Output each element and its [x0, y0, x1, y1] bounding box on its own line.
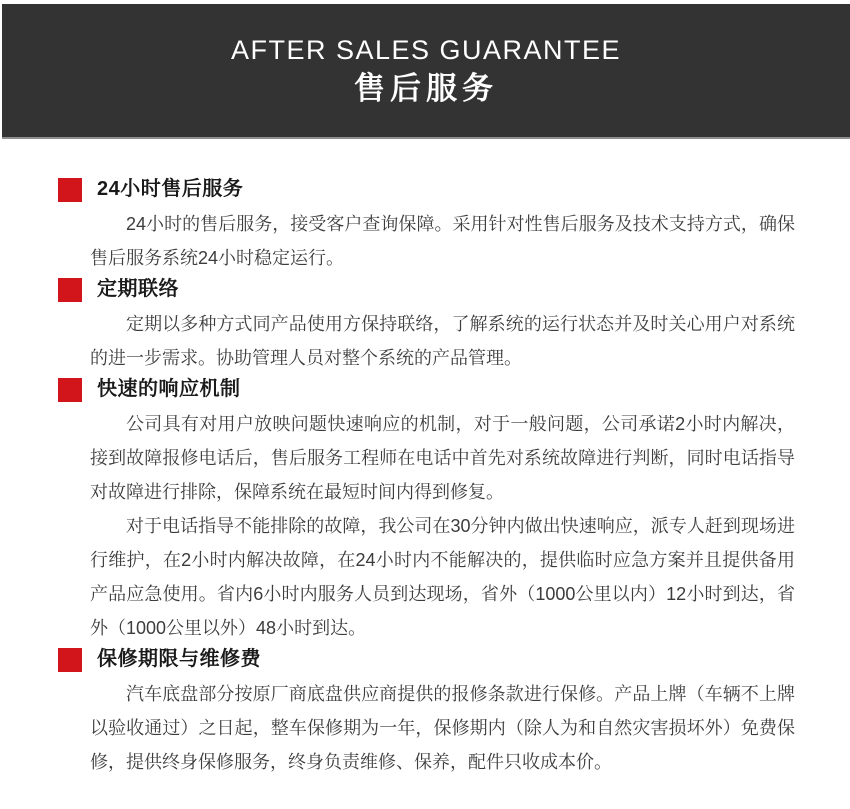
sections-container [0, 139, 850, 805]
section-paragraph: 定期以多种方式同产品使用方保持联络，了解系统的运行状态并及时关心用户对系统的进一步需求。协助管理人员对整个系统的产品管理。 [90, 314, 795, 368]
section-title: 24小时售后服务 [97, 178, 244, 200]
section-title: 保修期限与维修费 [97, 648, 261, 670]
section-heading-row [58, 277, 795, 302]
section-heading-row [58, 177, 795, 202]
section-rapid-response [58, 377, 795, 645]
header-title-en: AFTER SALES GUARANTEE [230, 35, 622, 65]
red-square-bullet-icon [58, 378, 82, 402]
red-square-bullet-icon [58, 278, 82, 302]
section-title: 快速的响应机制 [97, 378, 241, 400]
header-banner [2, 4, 850, 139]
section-paragraph: 公司具有对用户放映问题快速响应的机制，对于一般问题，公司承诺2小时内解决，接到故障报修电话后，售后服务工程师在电话中首先对系统故障进行判断，同时电话指导对故障进行排除，保障系统在最短时间内得到修复。 [90, 414, 795, 502]
section-regular-contact [58, 277, 795, 375]
red-square-bullet-icon [58, 178, 82, 202]
section-paragraph: 对于电话指导不能排除的故障，我公司在30分钟内做出快速响应，派专人赶到现场进行维护，在2小时内解决故障，在24小时内不能解决的，提供临时应急方案并且提供备用产品应急使用。省内6小时内服务人员到达现场，省外（1000公里以内）12小时到达，省外（1000公里以外）48小时到达。 [90, 516, 795, 638]
section-24h-service [58, 177, 795, 275]
section-heading-row [58, 647, 795, 672]
section-paragraph: 汽车底盘部分按原厂商底盘供应商提供的报修条款进行保修。产品上牌（车辆不上牌以验收通过）之日起，整车保修期为一年，保修期内（除人为和自然灾害损坏外）免费保修，提供终身保修服务，终身负责维修、保养，配件只收成本价。 [90, 684, 795, 772]
section-paragraph: 24小时的售后服务，接受客户查询保障。采用针对性售后服务及技术支持方式，确保售后服务系统24小时稳定运行。 [90, 214, 795, 268]
header-title-zh: 售后服务 [354, 71, 498, 106]
section-warranty-terms [58, 647, 795, 779]
section-title: 定期联络 [97, 278, 179, 300]
red-square-bullet-icon [58, 648, 82, 672]
section-heading-row [58, 377, 795, 402]
